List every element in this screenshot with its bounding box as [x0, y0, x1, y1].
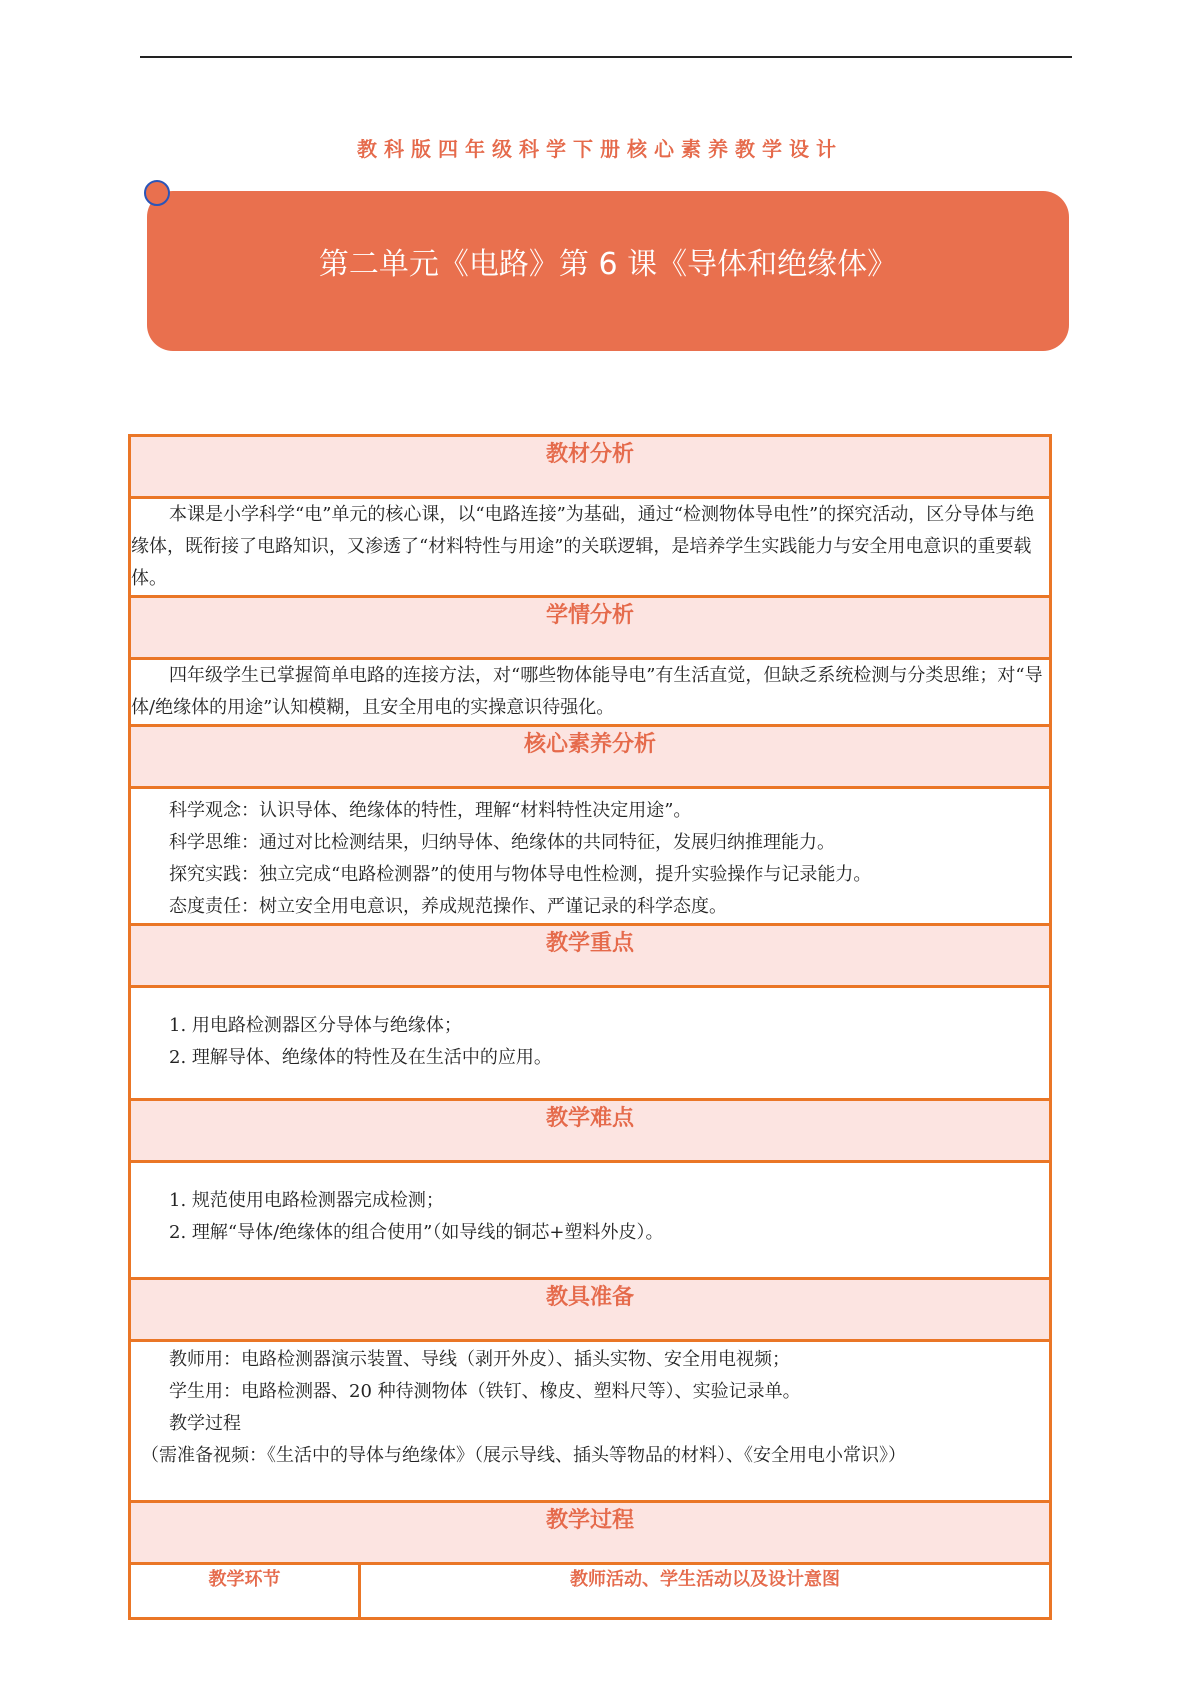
- literacy-line: 态度责任：树立安全用电意识，养成规范操作、严谨记录的科学态度。: [169, 896, 727, 917]
- section-heading-key-points: 教学重点: [130, 925, 1051, 987]
- literacy-line: 科学思维：通过对比检测结果，归纳导体、绝缘体的共同特征，发展归纳推理能力。: [169, 832, 835, 853]
- equipment-line: 教学过程: [169, 1413, 241, 1434]
- difficulty-item: 2. 理解“导体/绝缘体的组合使用”（如导线的铜芯+塑料外皮）。: [169, 1222, 664, 1243]
- process-column-stage: 教学环节: [130, 1564, 360, 1619]
- series-title: 教科版四年级科学下册核心素养教学设计: [357, 137, 843, 161]
- section-heading-materials: 教材分析: [130, 436, 1051, 498]
- section-body-equipment: [130, 1341, 1051, 1502]
- header-rule: [140, 56, 1072, 58]
- section-heading-literacy: 核心素养分析: [130, 726, 1051, 788]
- section-heading-students: 学情分析: [130, 597, 1051, 659]
- section-body-key-points: [130, 987, 1051, 1100]
- literacy-line: 科学观念：认识导体、绝缘体的特性，理解“材料特性决定用途”。: [169, 800, 692, 821]
- students-text: 四年级学生已掌握简单电路的连接方法，对“哪些物体能导电”有生活直觉，但缺乏系统检测与分类思维；对“导体/绝缘体的用途”认知模糊，且安全用电的实操意识待强化。: [131, 665, 1043, 718]
- section-heading-equipment: 教具准备: [130, 1279, 1051, 1341]
- key-point-item: 2. 理解导体、绝缘体的特性及在生活中的应用。: [169, 1047, 552, 1068]
- section-heading-difficulties: 教学难点: [130, 1100, 1051, 1162]
- equipment-note: （需准备视频：《生活中的导体与绝缘体》（展示导线、插头等物品的材料）、《安全用电小常识》）: [141, 1445, 906, 1466]
- equipment-line: 学生用：电路检测器、20 种待测物体（铁钉、橡皮、塑料尺等）、实验记录单。: [169, 1381, 801, 1402]
- section-body-students: [130, 659, 1051, 726]
- section-body-materials: [130, 498, 1051, 597]
- section-heading-process: 教学过程: [130, 1502, 1051, 1564]
- key-point-item: 1. 用电路检测器区分导体与绝缘体；: [169, 1015, 462, 1036]
- process-column-activities: 教师活动、学生活动以及设计意图: [360, 1564, 1051, 1619]
- lesson-title: 第二单元《电路》第 6 课《导体和绝缘体》: [318, 247, 898, 282]
- section-body-literacy: [130, 788, 1051, 925]
- section-body-difficulties: [130, 1162, 1051, 1279]
- lesson-banner: [147, 191, 1069, 351]
- difficulty-item: 1. 规范使用电路检测器完成检测；: [169, 1190, 444, 1211]
- banner-dot-decoration: [144, 180, 170, 206]
- equipment-line: 教师用：电路检测器演示装置、导线（剥开外皮）、插头实物、安全用电视频；: [169, 1349, 790, 1370]
- materials-text: 本课是小学科学“电”单元的核心课，以“电路连接”为基础，通过“检测物体导电性”的探究活动，区分导体与绝缘体，既衔接了电路知识，又渗透了“材料特性与用途”的关联逻辑，是培养学生实践能力与安全用电意识的重要载体。: [131, 504, 1035, 589]
- literacy-line: 探究实践：独立完成“电路检测器”的使用与物体导电性检测，提升实验操作与记录能力。: [169, 864, 872, 885]
- lesson-plan-table: [128, 434, 1052, 1620]
